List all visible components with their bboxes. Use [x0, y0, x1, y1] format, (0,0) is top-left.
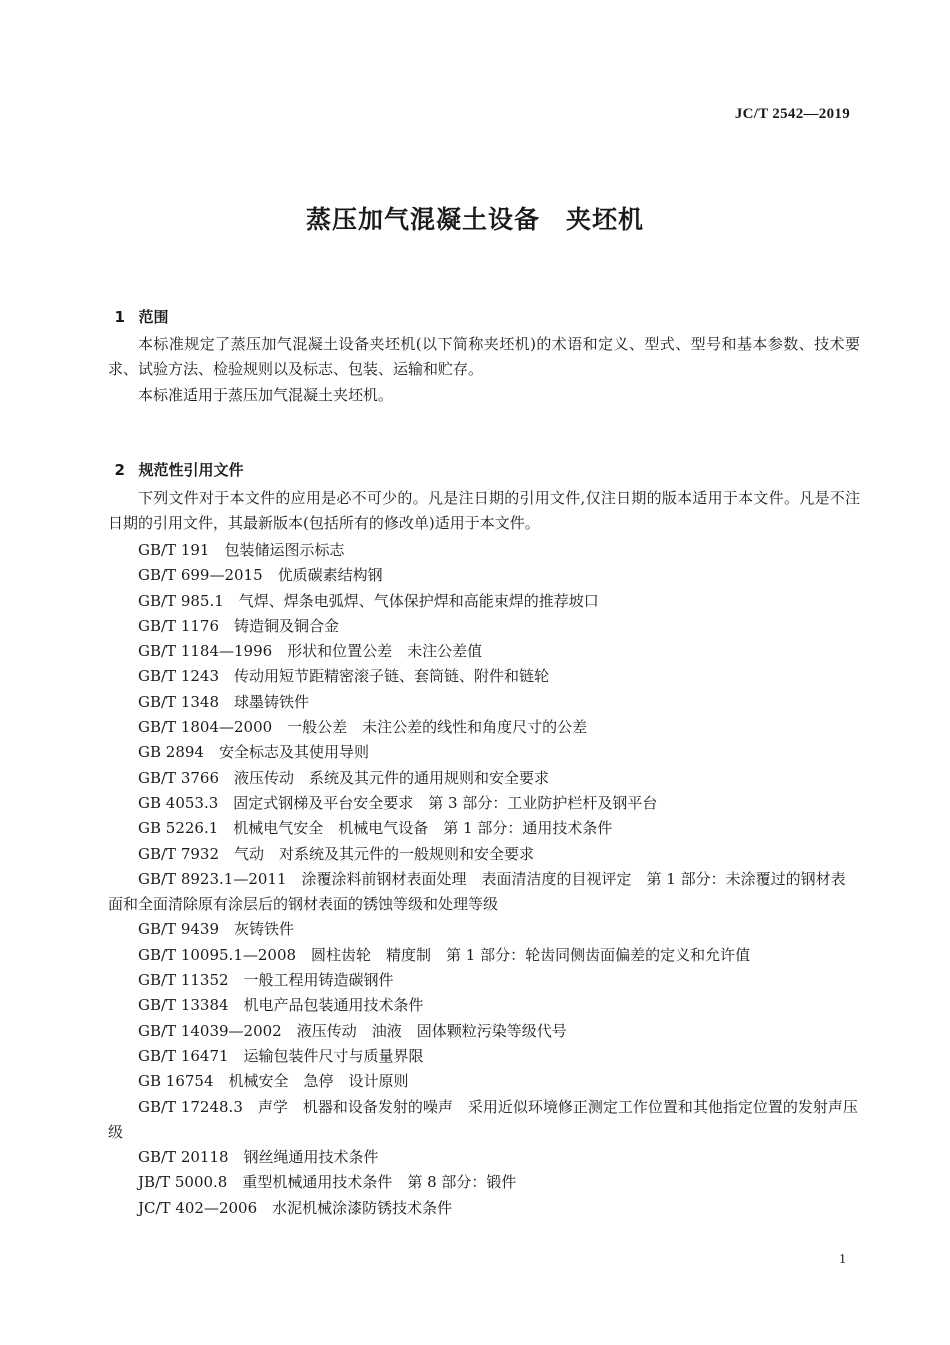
reference-item: GB/T 20118 钢丝绳通用技术条件	[138, 1148, 379, 1167]
reference-item: GB/T 8923.1—2011 涂覆涂料前钢材表面处理 表面清洁度的目视评定 第 1 部分：未涂覆过的钢材表面和全面清除原有涂层后的钢材表面的锈蚀等级和处理等级	[108, 869, 846, 914]
section-1-heading	[104, 288, 168, 327]
page-number: 1	[839, 1252, 846, 1267]
section-title: 范围	[138, 308, 169, 326]
reference-item: JC/T 402—2006 水泥机械涂漆防锈技术条件	[138, 1198, 453, 1217]
reference-item: GB 16754 机械安全 急停 设计原则	[138, 1072, 409, 1091]
standard-code: JC/T 2542—2019	[734, 106, 850, 122]
reference-item: GB/T 1176 铸造铜及铜合金	[138, 616, 340, 635]
document-title: 蒸压加气混凝土设备 夹坯机	[305, 205, 644, 234]
reference-item: GB/T 14039—2002 液压传动 油液 固体颗粒污染等级代号	[138, 1021, 567, 1040]
section-2-heading	[104, 441, 243, 480]
reference-item: GB/T 1243 传动用短节距精密滚子链、套筒链、附件和链轮	[138, 667, 550, 686]
reference-item: GB/T 985.1 气焊、焊条电弧焊、气体保护焊和高能束焊的推荐坡口	[138, 591, 599, 610]
section-1-body	[108, 332, 860, 408]
section-number: 2	[114, 461, 125, 479]
reference-item: GB/T 3766 液压传动 系统及其元件的通用规则和安全要求	[138, 768, 550, 787]
reference-item: GB/T 9439 灰铸铁件	[138, 920, 295, 939]
section-title: 规范性引用文件	[138, 461, 244, 479]
reference-item: GB/T 1348 球墨铸铁件	[138, 692, 310, 711]
reference-item: GB/T 7932 气动 对系统及其元件的一般规则和安全要求	[138, 844, 535, 863]
reference-item: GB/T 13384 机电产品包装通用技术条件	[138, 996, 424, 1015]
reference-item: GB/T 16471 运输包装件尺寸与质量界限	[138, 1046, 424, 1065]
section-2-body	[108, 486, 860, 537]
reference-item: JB/T 5000.8 重型机械通用技术条件 第 8 部分：锻件	[138, 1173, 517, 1192]
reference-item: GB/T 1184—1996 形状和位置公差 未注公差值	[138, 642, 483, 661]
reference-item: GB/T 699—2015 优质碳素结构钢	[138, 566, 383, 585]
reference-item: GB 5226.1 机械电气安全 机械电气设备 第 1 部分：通用技术条件	[138, 819, 613, 838]
paragraph: 本标准适用于蒸压加气混凝土夹坯机。	[138, 385, 394, 404]
section-number: 1	[114, 308, 125, 326]
reference-item: GB 2894 安全标志及其使用导则	[138, 743, 369, 762]
reference-item: GB/T 17248.3 声学 机器和设备发射的噪声 采用近似环境修正测定工作位置和其他指定位置的发射声压级	[108, 1097, 858, 1141]
reference-item: GB/T 10095.1—2008 圆柱齿轮 精度制 第 1 部分：轮齿同侧齿面偏差的定义和允许值	[138, 945, 751, 964]
reference-item: GB/T 1804—2000 一般公差 未注公差的线性和角度尺寸的公差	[138, 718, 588, 737]
reference-item: GB/T 11352 一般工程用铸造碳钢件	[138, 971, 394, 990]
reference-list	[108, 538, 860, 1221]
paragraph: 本标准规定了蒸压加气混凝土设备夹坯机(以下简称夹坯机)的术语和定义、型式、型号和基本参数、技术要求、试验方法、检验规则以及标志、包装、运输和贮存。	[108, 335, 860, 379]
reference-item: GB 4053.3 固定式钢梯及平台安全要求 第 3 部分：工业防护栏杆及钢平台	[138, 793, 658, 812]
reference-item: GB/T 191 包装储运图示标志	[138, 541, 345, 559]
paragraph: 下列文件对于本文件的应用是必不可少的。凡是注日期的引用文件,仅注日期的版本适用于本文件。凡是不注日期的引用文件，其最新版本(包括所有的修改单)适用于本文件。	[108, 489, 860, 533]
